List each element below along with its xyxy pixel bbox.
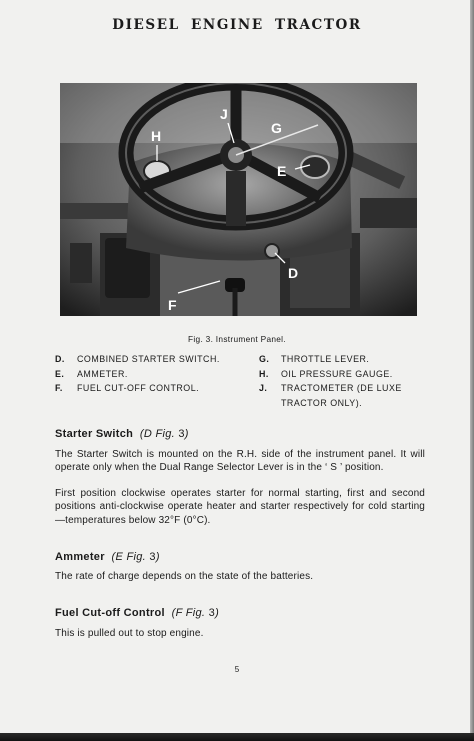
- legend-text: FUEL CUT-OFF CONTROL.: [77, 383, 200, 394]
- ref-num: 3: [149, 551, 156, 563]
- legend-item: [55, 367, 255, 382]
- ref-fig: Fig.: [155, 428, 176, 440]
- page-number: 5: [234, 665, 240, 674]
- legend-column-right: [259, 352, 425, 410]
- legend-item: [55, 381, 255, 396]
- callout-j: J: [220, 106, 228, 122]
- legend-item: [259, 352, 425, 367]
- legend-text: TRACTOMETER (DE LUXE TRACTOR ONLY).: [281, 383, 402, 408]
- ref-letter: D: [143, 428, 153, 440]
- ref-num: 3: [178, 428, 185, 440]
- page-edge-bottom: [0, 733, 474, 741]
- callout-e: E: [277, 163, 287, 179]
- heading-text: Fuel Cut-off Control: [55, 607, 165, 619]
- legend-text: AMMETER.: [77, 368, 128, 379]
- page-title: DIESEL ENGINE TRACTOR: [112, 17, 362, 33]
- ref-fig: Fig.: [185, 607, 206, 619]
- legend-text: OIL PRESSURE GAUGE.: [281, 368, 393, 379]
- legend-item: [259, 367, 425, 382]
- figure-reference: (D Fig. 3): [139, 428, 189, 440]
- ref-fig: Fig.: [126, 551, 147, 563]
- paragraph: The rate of charge depends on the state of the batteries.: [55, 571, 314, 582]
- callout-h: H: [151, 128, 162, 144]
- legend-text: COMBINED STARTER SWITCH.: [77, 354, 220, 364]
- legend-item: [55, 352, 255, 367]
- section-heading-ammeter: [55, 551, 160, 563]
- page-edge-right: [470, 0, 474, 741]
- ref-num: 3: [208, 607, 216, 619]
- callout-d: D: [288, 265, 299, 281]
- instrument-panel-illustration: [60, 83, 417, 316]
- paragraph: This is pulled out to stop engine.: [55, 628, 204, 639]
- legend-item: [259, 381, 425, 410]
- ref-letter: E: [115, 551, 124, 563]
- instrument-panel-photo: [60, 83, 417, 316]
- legend-key: D.: [55, 354, 65, 364]
- legend-key: E.: [55, 368, 65, 379]
- legend-column-left: [55, 352, 255, 396]
- paragraph: First position clockwise operates starter for normal starting, first and second positions anti-clockwise operate heater and starter respectively for cold starting—temperatures below 32°F (0°C).: [55, 488, 425, 526]
- paragraph: The Starter Switch is mounted on the R.H. side of the instrument panel. It will operate only when the Dual Range Selector Lever is in the ‘ S ’ position.: [55, 449, 425, 474]
- figure-reference: (E Fig. 3): [111, 551, 160, 563]
- section-heading-fuel-cut-off: [55, 607, 219, 619]
- legend-key: G.: [259, 354, 270, 364]
- ref-letter: F: [175, 607, 183, 619]
- legend-text: THROTTLE LEVER.: [281, 354, 370, 364]
- figure-caption: Fig. 3. Instrument Panel.: [188, 334, 286, 344]
- figure-reference: (F Fig. 3): [171, 607, 220, 619]
- heading-text: Starter Switch: [55, 428, 134, 440]
- callout-g: G: [271, 120, 282, 136]
- heading-text: Ammeter: [55, 551, 105, 563]
- legend-key: H.: [259, 368, 269, 379]
- legend-key: F.: [55, 383, 63, 394]
- section-heading-starter-switch: [55, 428, 189, 440]
- callout-f: F: [168, 297, 177, 313]
- legend-key: J.: [259, 383, 268, 394]
